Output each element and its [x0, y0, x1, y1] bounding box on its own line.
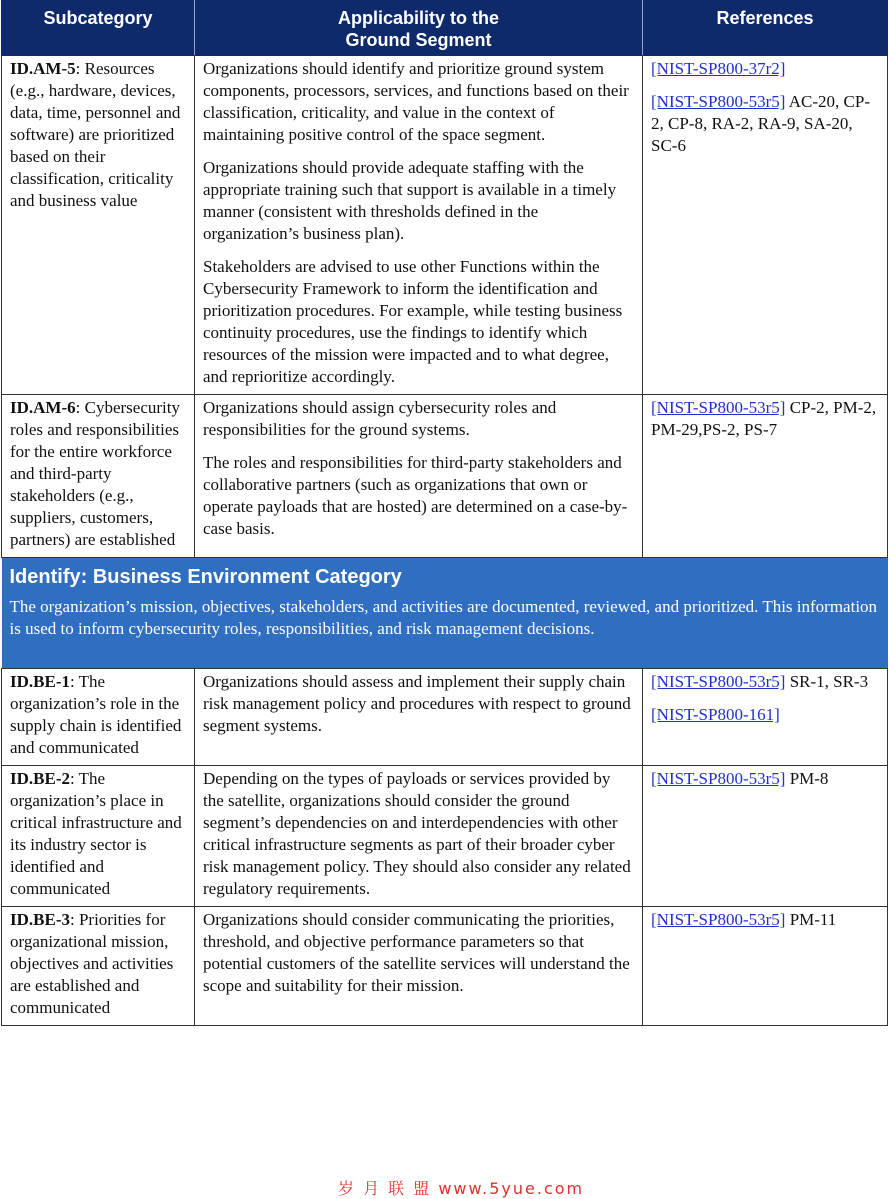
subcategory-id: ID.AM-5	[10, 59, 76, 78]
table-row	[2, 395, 888, 558]
reference-controls: CP-2, PM-2, PM-29,PS-2, PS-7	[651, 398, 877, 439]
category-cell	[2, 558, 888, 669]
header-applicability	[195, 1, 643, 56]
applicability-paragraph: Depending on the types of payloads or services provided by the satellite, organizations should consider the ground segment’s dependencies on and interdependencies with other critical infrastructure segments as part of their broader cyber risk management policy. They should also consider any related regulatory requirements.	[203, 769, 631, 898]
subcategory-id: ID.BE-1	[10, 672, 70, 691]
references-cell	[643, 669, 888, 766]
header-references: References	[643, 1, 888, 56]
subcategory-cell	[2, 766, 195, 907]
reference-entry	[651, 768, 879, 790]
reference-link[interactable]: [NIST-SP800-53r5]	[651, 769, 786, 788]
subcategory-text: : Cybersecurity roles and responsibilities for the entire workforce and third-party stakeholders (e.g., suppliers, customers, partners) are established	[10, 398, 180, 549]
subcategory-id: ID.BE-3	[10, 910, 70, 929]
reference-entry	[651, 397, 879, 441]
table-body-asset-management	[2, 56, 888, 558]
reference-entry	[651, 704, 879, 726]
applicability-paragraph: Organizations should assign cybersecurity roles and responsibilities for the ground systems.	[203, 398, 557, 439]
applicability-cell	[195, 907, 643, 1026]
applicability-cell	[195, 395, 643, 558]
references-cell	[643, 907, 888, 1026]
reference-link[interactable]: [NIST-SP800-53r5]	[651, 672, 786, 691]
applicability-paragraph: The roles and responsibilities for third-party stakeholders and collaborative partners (such as organizations that own or operate payloads that are hosted) are determined on a case-by-case basis.	[203, 453, 628, 538]
reference-controls: PM-8	[785, 769, 829, 788]
header-applicability-line1: Applicability to the	[337, 8, 499, 28]
references-cell	[643, 56, 888, 395]
applicability-paragraph: Organizations should assess and implement their supply chain risk management policy and procedures with respect to ground segment systems.	[203, 672, 631, 735]
reference-controls: PM-11	[785, 910, 837, 929]
reference-controls: SR-1, SR-3	[785, 672, 869, 691]
reference-link[interactable]: [NIST-SP800-53r5]	[651, 398, 786, 417]
category-row	[2, 558, 888, 669]
subcategory-id: ID.AM-6	[10, 398, 76, 417]
applicability-paragraph: Stakeholders are advised to use other Functions within the Cybersecurity Framework to inform the identification and prioritization procedures. For example, while testing business continuity procedures, use the findings to identify which resources of the mission were impacted and to what degree, and reprioritize accordingly.	[203, 257, 623, 386]
subcategory-cell	[2, 669, 195, 766]
watermark: 岁 月 联 盟 www.5yue.com	[338, 1179, 585, 1198]
reference-link[interactable]: [NIST-SP800-53r5]	[651, 910, 786, 929]
header-applicability-line2: Ground Segment	[345, 30, 492, 50]
applicability-cell	[195, 766, 643, 907]
table-row	[2, 766, 888, 907]
category-section	[2, 558, 888, 669]
reference-entry	[651, 909, 879, 931]
table-header-row	[2, 1, 888, 56]
reference-link[interactable]: [NIST-SP800-161]	[651, 705, 780, 724]
reference-link[interactable]: [NIST-SP800-37r2]	[651, 59, 786, 78]
subcategory-cell	[2, 56, 195, 395]
reference-link[interactable]: [NIST-SP800-53r5]	[651, 92, 786, 111]
applicability-cell	[195, 669, 643, 766]
category-title: Identify: Business Environment Category	[9, 566, 402, 588]
references-cell	[643, 766, 888, 907]
category-description: The organization’s mission, objectives, stakeholders, and activities are documented, reviewed, and prioritized. This information is used to inform cybersecurity roles, responsibilities, and risk management decisions.	[9, 597, 878, 638]
subcategory-id: ID.BE-2	[10, 769, 70, 788]
references-cell	[643, 395, 888, 558]
header-subcategory: Subcategory	[2, 1, 195, 56]
framework-table	[1, 0, 888, 1026]
subcategory-text: : The organization’s role in the supply chain is identified and communicated	[10, 672, 182, 757]
table-body-business-environment	[2, 669, 888, 1026]
table-row	[2, 907, 888, 1026]
reference-entry	[651, 671, 879, 693]
subcategory-cell	[2, 907, 195, 1026]
subcategory-cell	[2, 395, 195, 558]
applicability-paragraph: Organizations should provide adequate staffing with the appropriate training such that support is available in a timely manner (consistent with thresholds defined in the organization’s business plan).	[203, 158, 617, 243]
applicability-cell	[195, 56, 643, 395]
subcategory-text: : The organization’s place in critical infrastructure and its industry sector is identified and communicated	[10, 769, 182, 898]
applicability-paragraph: Organizations should consider communicating the priorities, threshold, and objective performance parameters so that potential customers of the satellite services will understand the scope and suitability for their mission.	[203, 910, 630, 995]
table-row	[2, 669, 888, 766]
reference-entry	[651, 58, 879, 80]
subcategory-text: : Resources (e.g., hardware, devices, data, time, personnel and software) are prioritized based on their classification, criticality and business value	[10, 59, 181, 210]
subcategory-text: : Priorities for organizational mission, objectives and activities are established and communicated	[10, 910, 174, 1017]
reference-entry	[651, 91, 879, 157]
reference-controls: AC-20, CP-2, CP-8, RA-2, RA-9, SA-20, SC-6	[651, 92, 870, 155]
applicability-paragraph: Organizations should identify and prioritize ground system components, processors, services, and functions based on their classification, criticality, and value in the context of maintaining positive control of the space segment.	[203, 59, 629, 144]
table-row	[2, 56, 888, 395]
